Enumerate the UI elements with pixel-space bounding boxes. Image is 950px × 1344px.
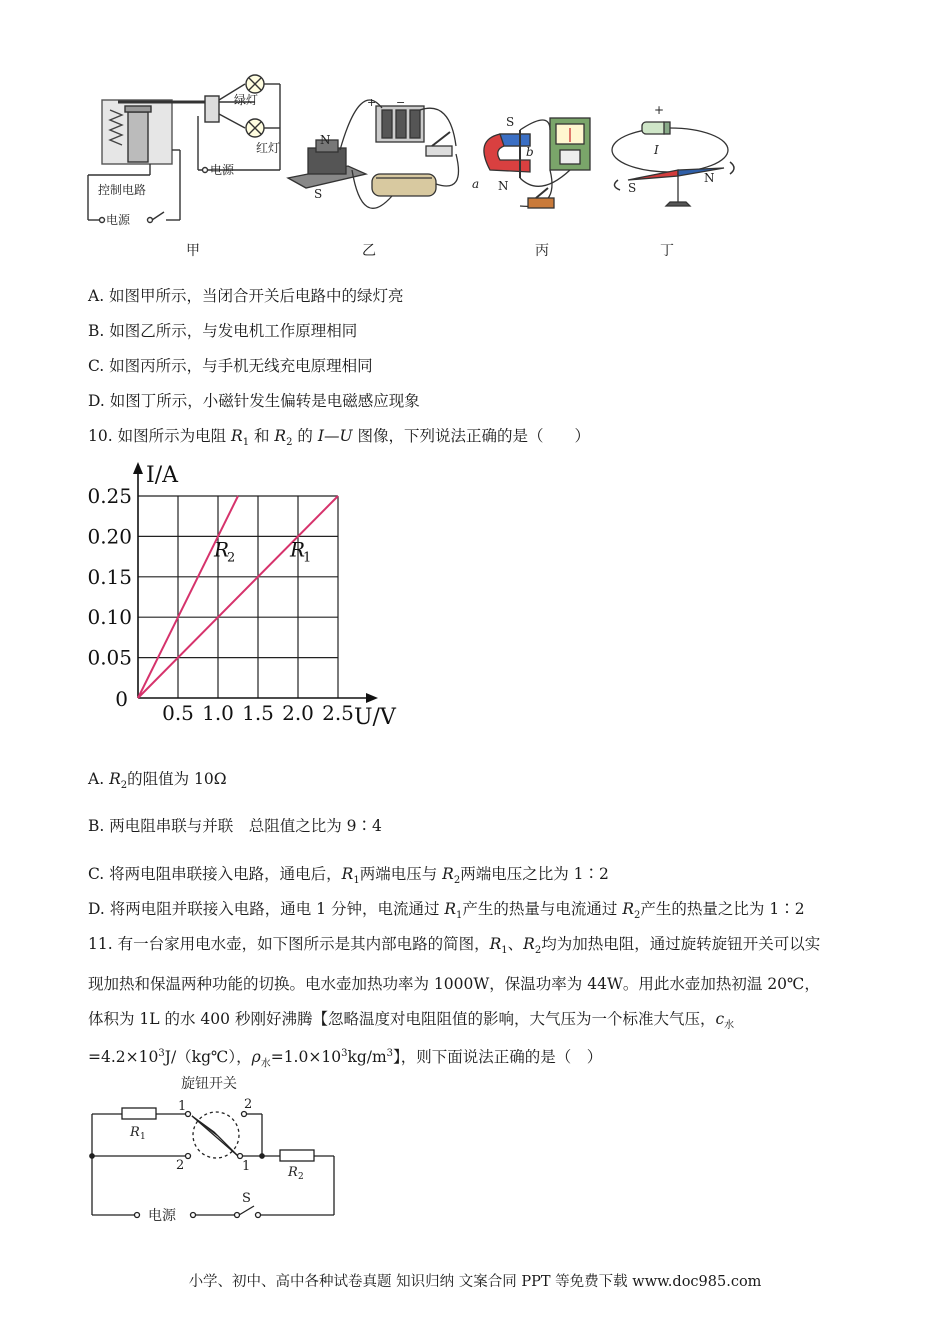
- terminal-1-top: 1: [178, 1099, 187, 1114]
- q10-option-d: D. 将两电阻并联接入电路，通电 1 分钟，电流通过 $R_1$产生的热量与电流通过 $R_2$产生的热量之比为 1∶2: [88, 900, 805, 922]
- q9-option-b: B. 如图乙所示，与发电机工作原理相同: [88, 322, 358, 340]
- x-axis-label: U/V: [354, 705, 396, 730]
- ding-s-label: S: [628, 181, 637, 195]
- ding-current-label: I: [654, 143, 659, 157]
- series-label-r2: R: [214, 537, 230, 562]
- yi-minus-label: −: [396, 96, 406, 109]
- q10-option-c: C. 将两电阻串联接入电路，通电后，$R_1$两端电压与 $R_2$两端电压之比为 1∶2: [88, 865, 609, 887]
- power-source-label: 电源: [148, 1208, 176, 1224]
- caption-ding: 丁: [660, 243, 674, 259]
- y-axis-arrow: [133, 462, 143, 474]
- yi-n-label: N: [320, 133, 331, 147]
- terminal-1-bottom: 1: [242, 1159, 251, 1174]
- x-tick-label: 1.5: [242, 701, 274, 725]
- origin-label: 0: [115, 687, 128, 711]
- bing-s-label: S: [506, 115, 515, 129]
- q9-option-c: C. 如图丙所示，与手机无线充电原理相同: [88, 357, 373, 375]
- power-top-label: 电源: [210, 163, 235, 177]
- knob-switch-label: 旋钮开关: [181, 1076, 237, 1092]
- figure-bing-induction: [484, 118, 590, 208]
- y-tick-label: 0.25: [87, 484, 132, 508]
- ding-n-label: N: [704, 171, 715, 185]
- y-axis-label: I/A: [146, 463, 178, 488]
- ding-plus-label: +: [654, 103, 665, 117]
- figures-strip: [80, 70, 740, 270]
- series-label-sub-r2: 2: [227, 550, 236, 566]
- bing-b-label: b: [526, 145, 534, 159]
- y-tick-label: 0.15: [87, 564, 132, 589]
- circuit-r2-label: R: [288, 1165, 298, 1180]
- yi-s-label: S: [314, 187, 323, 201]
- q11-line-2: 现加热和保温两种功能的切换。电水壶加热功率为 1000W，保温功率为 44W。用此水壶加热初温 20℃，: [88, 975, 820, 993]
- y-tick-label: 0.05: [87, 645, 132, 670]
- x-axis-arrow: [366, 693, 378, 703]
- kettle-circuit: [84, 1072, 354, 1228]
- q11-line-3: 体积为 1L 的水 400 秒刚好沸腾【忽略温度对电阻阻值的影响，大气压为一个标准大气压，$c_水$: [88, 1010, 735, 1032]
- red-lamp-label: 红灯: [256, 141, 281, 155]
- bing-a-label: a: [472, 177, 480, 191]
- q10-stem: 10. 如图所示为电阻 $R_1$ 和 $R_2$ 的 I—U 图像，下列说法正确的是（ ）: [88, 427, 590, 449]
- q9-option-a: A. 如图甲所示，当闭合开关后电路中的绿灯亮: [88, 287, 404, 305]
- series-label-r1: R: [290, 537, 306, 562]
- q10-option-b: B. 两电阻串联与并联 总阻值之比为 9∶4: [88, 817, 382, 835]
- circuit-r2-sub: 2: [298, 1172, 304, 1182]
- circuit-r1-sub: 1: [140, 1132, 146, 1142]
- series-line-r1: [138, 496, 338, 698]
- control-circuit-label: 控制电路: [98, 183, 147, 197]
- iu-chart: [80, 455, 420, 745]
- x-tick-label: 2.0: [282, 701, 314, 725]
- q11-line-4: $=4.2\times 10^3J/(kg℃)$，$\rho_水=1.0\times 10^3kg/m^3$】，则下面说法正确的是（ ）: [88, 1048, 603, 1070]
- page-footer: 小学、初中、高中各种试卷真题 知识归纳 文案合同 PPT 等免费下载 www.doc985.com: [188, 1274, 762, 1290]
- bing-n-label: N: [498, 179, 509, 193]
- y-tick-label: 0.20: [87, 524, 132, 549]
- x-tick-label: 2.5: [322, 701, 354, 725]
- power-bottom-label: 电源: [106, 213, 131, 227]
- caption-jia: 甲: [186, 243, 200, 259]
- green-lamp-label: 绿灯: [234, 93, 259, 107]
- series-line-r2: [138, 496, 238, 698]
- terminal-2-top: 2: [244, 1097, 253, 1112]
- x-tick-label: 0.5: [162, 701, 194, 725]
- caption-yi: 乙: [362, 243, 376, 259]
- q10-option-a: A. $R_2$的阻值为 10Ω: [88, 770, 227, 792]
- x-tick-label: 1.0: [202, 701, 234, 725]
- y-tick-label: 0.10: [87, 605, 132, 630]
- circuit-r1-label: R: [130, 1125, 140, 1140]
- yi-plus-label: +: [367, 96, 377, 109]
- series-label-sub-r1: 1: [303, 550, 312, 566]
- q9-option-d: D. 如图丁所示，小磁针发生偏转是电磁感应现象: [88, 392, 420, 410]
- caption-bing: 丙: [535, 243, 549, 259]
- switch-s-label: S: [242, 1191, 251, 1206]
- terminal-2-bottom: 2: [176, 1158, 185, 1173]
- q11-line-1: 11. 有一台家用电水壶，如下图所示是其内部电路的简图，$R_1$、$R_2$均为加热电阻，通过旋转旋钮开关可以实: [88, 935, 821, 957]
